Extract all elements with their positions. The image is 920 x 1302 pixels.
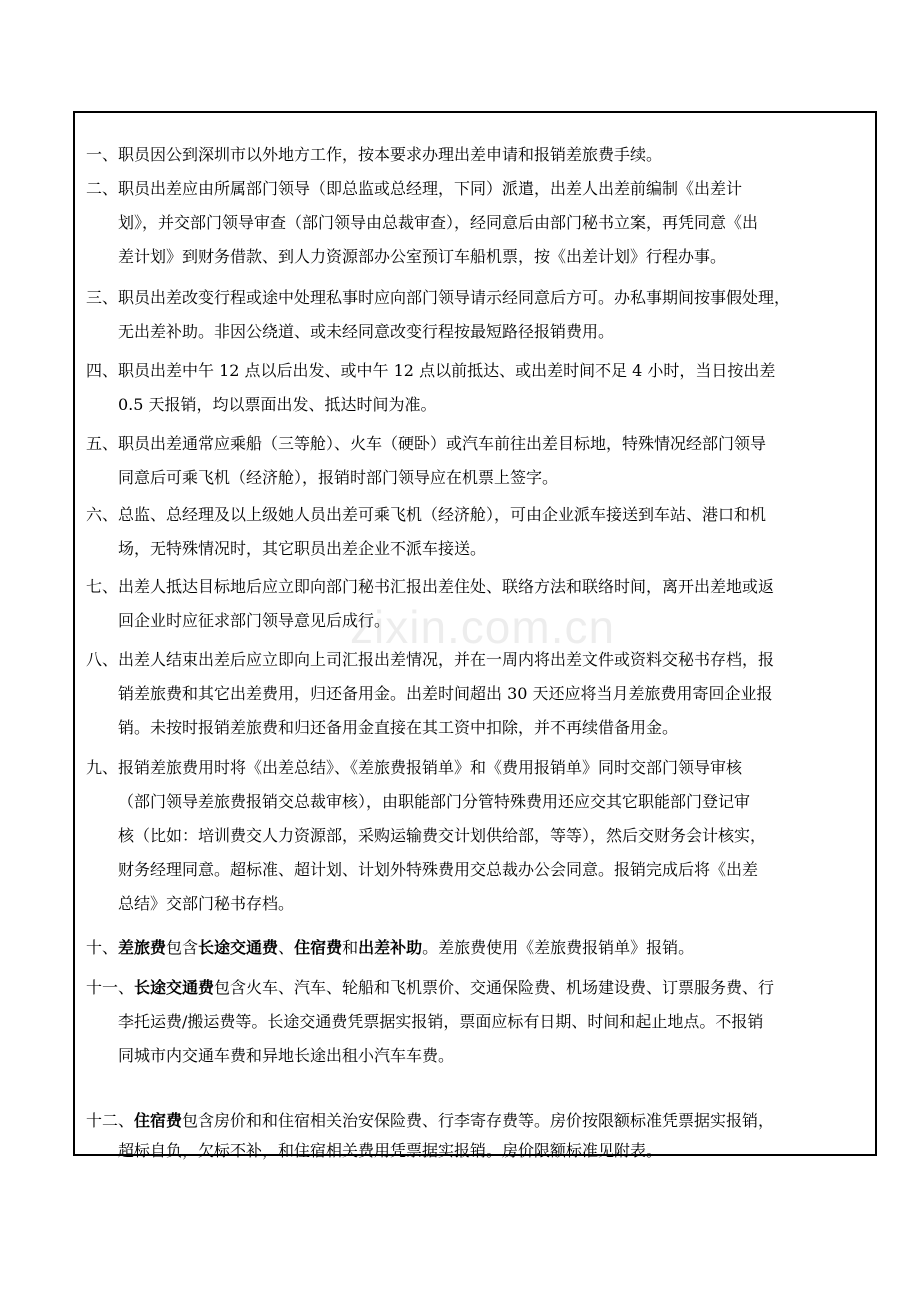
clause-text: 。差旅费使用《差旅费报销单》报销。 bbox=[422, 938, 695, 957]
clause-line: 二、职员出差应由所属部门领导（即总监或总经理，下同）派遣，出差人出差前编制《出差计 bbox=[86, 179, 743, 198]
clause-12 bbox=[86, 1106, 876, 1166]
clause-line: 销。未按时报销差旅费和归还备用金直接在其工资中扣除，并不再续借备用金。 bbox=[118, 718, 679, 737]
clause-line: 超标自负，欠标不补，和住宿相关费用凭票据实报销。房价限额标准见附表。 bbox=[118, 1141, 663, 1160]
clause-4 bbox=[86, 354, 876, 422]
clause-line: 同意后可乘飞机（经济舱），报销时部门领导应在机票上签字。 bbox=[118, 468, 559, 487]
clause-5 bbox=[86, 427, 876, 495]
clause-line: 总结》交部门秘书存档。 bbox=[118, 894, 295, 913]
clause-line: 九、报销差旅费用时将《出差总结》、《差旅费报销单》和《费用报销单》同时交部门领导审核 bbox=[86, 758, 743, 777]
clause-line bbox=[86, 1106, 876, 1136]
clause-number: 十一、 bbox=[86, 978, 135, 997]
clause-text: 、 bbox=[278, 938, 295, 957]
bold-term: 长途交通费 bbox=[134, 978, 215, 997]
bold-term: 差旅费 bbox=[118, 938, 167, 957]
clause-6 bbox=[86, 498, 876, 566]
clause-9 bbox=[86, 751, 876, 921]
clause-line: 八、出差人结束出差后应立即向上司汇报出差情况，并在一周内将出差文件或资料交秘书存档，报 bbox=[86, 650, 775, 669]
clause-line: （部门领导差旅费报销交总裁审核），由职能部门分管特殊费用还应交其它职能部门登记审 bbox=[118, 792, 751, 811]
clause-line: 李托运费/搬运费等。长途交通费凭票据实报销，票面应标有日期、时间和起止地点。不报销 bbox=[118, 1012, 764, 1031]
clause-line: 财务经理同意。超标准、超计划、计划外特殊费用交总裁办公会同意。报销完成后将《出差 bbox=[118, 860, 759, 879]
watermark: zixin.com.cn bbox=[350, 601, 616, 653]
clause-line: 同城市内交通车费和异地长途出租小汽车车费。 bbox=[118, 1046, 455, 1065]
clause-line: 三、职员出差改变行程或途中处理私事时应向部门领导请示经同意后方可。办私事期间按事假处理， bbox=[86, 288, 791, 307]
clause-line: 差计划》到财务借款、到人力资源部办公室预订车船机票，按《出差计划》行程办事。 bbox=[118, 247, 727, 266]
clause-text: 包含房价和和住宿相关治安保险费、行李寄存费等。房价按限额标准凭票据实报销， bbox=[182, 1111, 775, 1130]
clause-line: 四、职员出差中午 12 点以后出发、或中午 12 点以前抵达、或出差时间不足 4 小时，当日按出差 bbox=[86, 361, 776, 380]
bold-term: 长途交通费 bbox=[198, 938, 279, 957]
clause-line bbox=[86, 931, 876, 965]
clause-line: 无出差补助。非因公绕道、或未经同意改变行程按最短路径报销费用。 bbox=[118, 322, 615, 341]
clause-line: 五、职员出差通常应乘船（三等舱）、火车（硬卧）或汽车前往出差目标地，特殊情况经部门领导 bbox=[86, 434, 767, 453]
bold-term: 住宿费 bbox=[294, 938, 343, 957]
clause-line: 六、总监、总经理及以上级她人员出差可乘飞机（经济舱），可由企业派车接送到车站、港口和机 bbox=[86, 505, 767, 524]
clause-line: 场，无特殊情况时，其它职员出差企业不派车接送。 bbox=[118, 539, 487, 558]
clause-11 bbox=[86, 971, 876, 1073]
clause-text: 包含火车、汽车、轮船和飞机票价、交通保险费、机场建设费、订票服务费、行 bbox=[214, 978, 775, 997]
bold-term: 住宿费 bbox=[134, 1111, 183, 1130]
clause-2 bbox=[86, 172, 876, 274]
clause-3 bbox=[86, 281, 876, 349]
clause-line bbox=[86, 971, 876, 1005]
clause-10 bbox=[86, 931, 876, 965]
clause-number: 十、 bbox=[86, 938, 119, 957]
clause-line: 一、职员因公到深圳市以外地方工作，按本要求办理出差申请和报销差旅费手续。 bbox=[86, 145, 663, 164]
clause-8 bbox=[86, 643, 876, 745]
clause-1 bbox=[86, 138, 876, 172]
clause-text: 和 bbox=[342, 938, 359, 957]
clause-line: 划》，并交部门领导审查（部门领导由总裁审查），经同意后由部门秘书立案，再凭同意《出 bbox=[118, 213, 759, 232]
clause-line: 回企业时应征求部门领导意见后成行。 bbox=[118, 611, 391, 630]
clause-number: 十二、 bbox=[86, 1111, 135, 1130]
clause-line: 核（比如：培训费交人力资源部，采购运输费交计划供给部，等等），然后交财务会计核实， bbox=[118, 826, 767, 845]
bold-term: 出差补助 bbox=[358, 938, 423, 957]
clause-text: 包含 bbox=[166, 938, 199, 957]
clause-line: 七、出差人抵达目标地后应立即向部门秘书汇报出差住处、联络方法和联络时间，离开出差地或返 bbox=[86, 577, 775, 596]
clause-line: 销差旅费和其它出差费用，归还备用金。出差时间超出 30 天还应将当月差旅费用寄回企业报 bbox=[118, 684, 773, 703]
clause-line: 0.5 天报销，均以票面出发、抵达时间为准。 bbox=[118, 395, 437, 414]
